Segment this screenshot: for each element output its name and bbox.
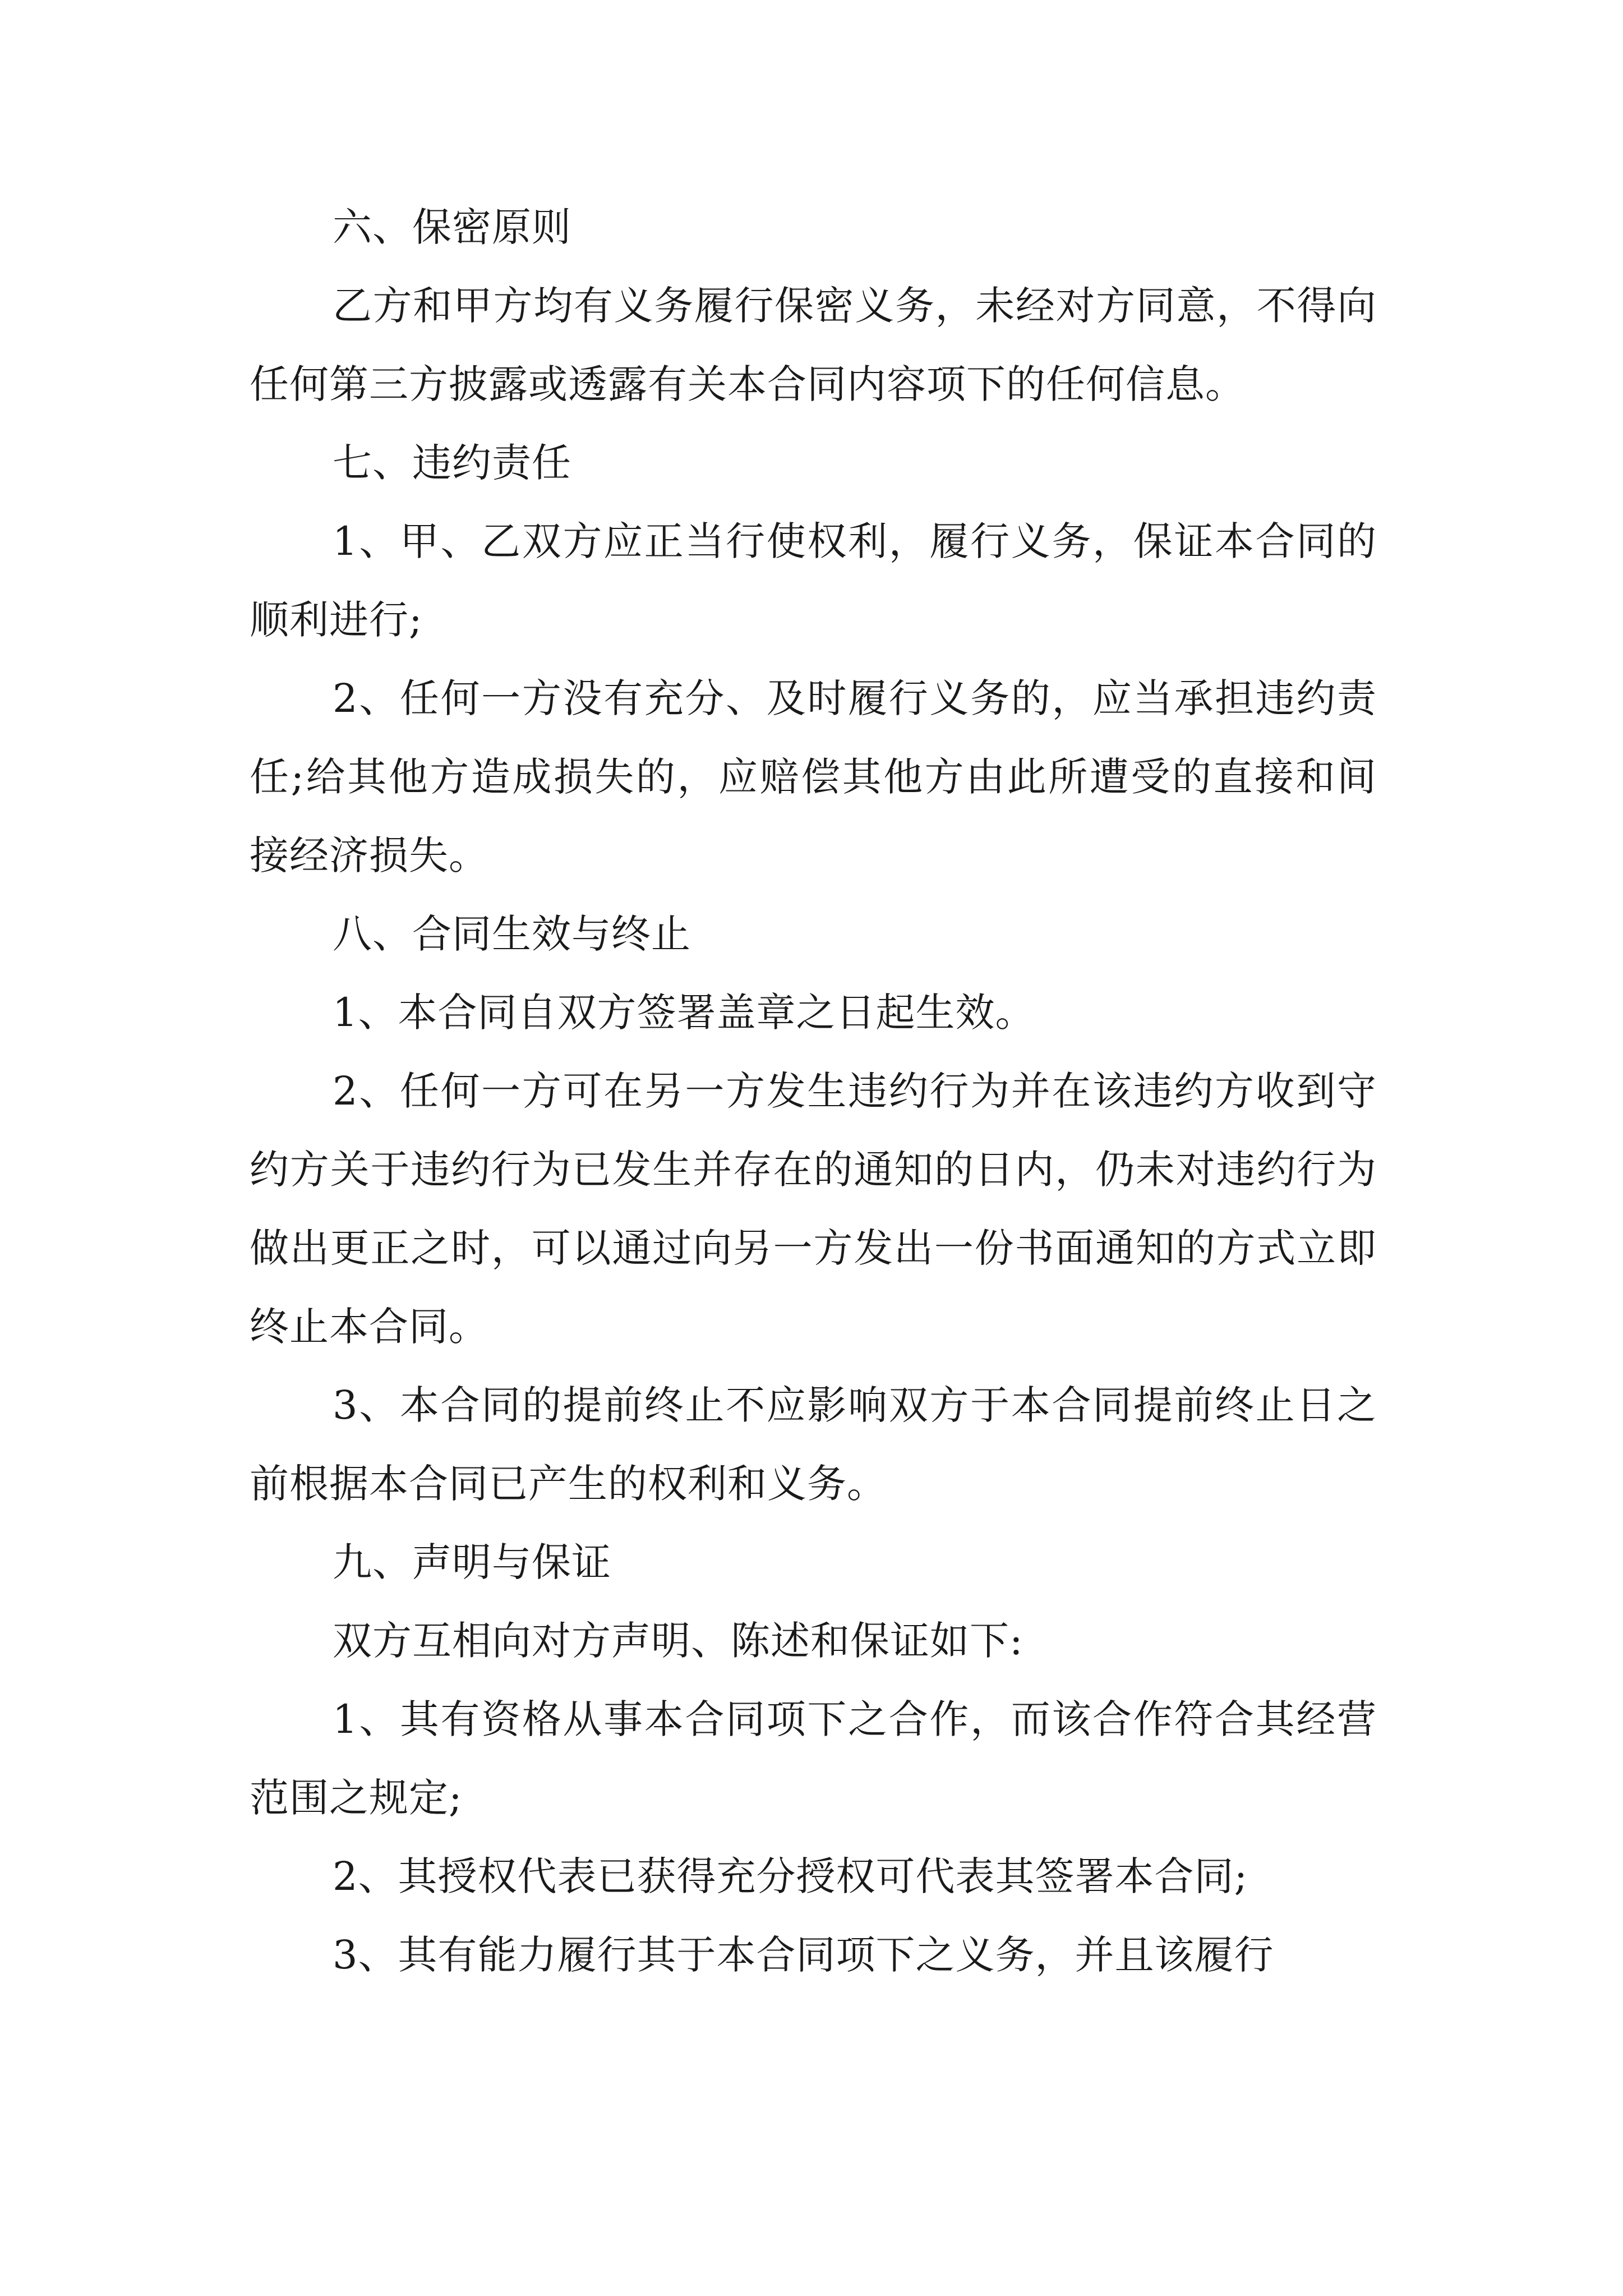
section-heading-representations: 九、声明与保证 (333, 1539, 611, 1585)
paragraph-effect-1: 1、本合同自双方签署盖章之日起生效。 (333, 990, 1035, 1036)
paragraph-breach-1: 1、甲、乙双方应正当行使权利，履行义务，保证本合同的顺利进行; (250, 518, 1377, 643)
document-body (250, 188, 1377, 1994)
paragraph-breach-2: 2、任何一方没有充分、及时履行义务的，应当承担违约责任;给其他方造成损失的，应赔偿其他方由此所遭受的直接和间接经济损失。 (250, 675, 1377, 878)
section-heading-effect-termination: 八、合同生效与终止 (333, 911, 691, 957)
paragraph-effect-2: 2、任何一方可在另一方发生违约行为并在该违约方收到守约方关于违约行为已发生并存在的通知的日内，仍未对违约行为做出更正之时，可以通过向另一方发出一份书面通知的方式立即终止本合同。 (250, 1068, 1377, 1350)
paragraph-representations-1: 1、其有资格从事本合同项下之合作，而该合作符合其经营范围之规定; (250, 1696, 1377, 1821)
paragraph-representations-intro: 双方互相向对方声明、陈述和保证如下: (333, 1618, 1023, 1664)
paragraph-confidentiality: 乙方和甲方均有义务履行保密义务，未经对方同意，不得向任何第三方披露或透露有关本合同内容项下的任何信息。 (250, 283, 1377, 407)
paragraph-effect-3: 3、本合同的提前终止不应影响双方于本合同提前终止日之前根据本合同已产生的权利和义务。 (250, 1382, 1377, 1507)
section-heading-breach: 七、违约责任 (333, 440, 571, 486)
section-heading-confidentiality: 六、保密原则 (333, 204, 571, 250)
paragraph-representations-2: 2、其授权代表已获得充分授权可代表其签署本合同; (333, 1853, 1248, 1899)
paragraph-representations-3: 3、其有能力履行其于本合同项下之义务，并且该履行 (333, 1932, 1274, 1978)
